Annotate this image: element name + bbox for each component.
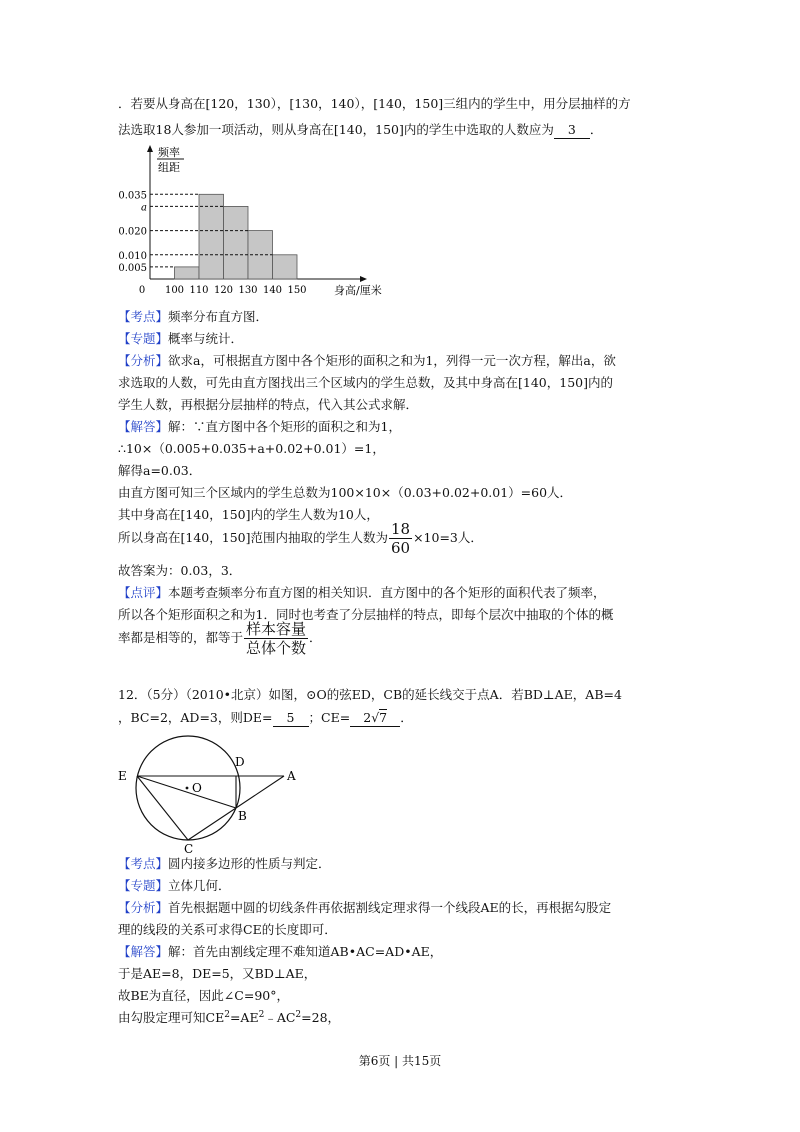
jieda-6-end: ×10=3人． xyxy=(413,530,483,545)
diameter-eb xyxy=(137,776,236,808)
kaodian-text: 频率分布直方图． xyxy=(168,309,269,324)
answer-ce-coefficient: 2 xyxy=(363,710,372,725)
x-tick-label: 150 xyxy=(287,285,307,296)
s11-jieda-4: 由直方图可知三个区域内的学生总数为100×10×（0.03+0.02+0.01）=60人． xyxy=(118,485,573,500)
fraction-sample-over-population xyxy=(244,620,308,657)
label-d: D xyxy=(235,755,245,769)
x-tick-label: 100 xyxy=(164,285,185,296)
s11-fenxi-2: 求选取的人数，可先由直方图找出三个区域内的学生总数，及其中身高在[140，150]内的 xyxy=(118,375,613,390)
q11-line-2 xyxy=(118,122,602,139)
label-a: A xyxy=(287,769,296,783)
x-tick-label: 110 xyxy=(189,285,209,296)
jieda-4-part-b: =AE xyxy=(229,1010,259,1025)
y-tick-label: 0.010 xyxy=(118,250,147,262)
q12-answer-ce xyxy=(350,710,400,727)
histogram-bar-5 xyxy=(273,255,298,279)
jieda-text-1: 解：首先由割线定理不难知道AB•AC=AD•AE， xyxy=(168,944,443,959)
q12-line-1: 12．（5分）（2010•北京）如图，⊙O的弦ED，CB的延长线交于点A．若BD⊥AE，AB=4 xyxy=(118,687,622,702)
jieda-text-1: 解：∵直方图中各个矩形的面积之和为1， xyxy=(168,419,401,434)
answer-ce-radicand: 7 xyxy=(379,710,388,725)
x-axis-arrow-icon xyxy=(360,276,367,282)
kaodian-tag: 【考点】 xyxy=(118,309,169,324)
x-tick-label: 140 xyxy=(262,285,283,296)
exponent: 2 xyxy=(258,1010,265,1020)
zhuanti-text: 概率与统计． xyxy=(168,331,244,346)
s11-answer-line: 故答案为：0.03，3． xyxy=(118,563,242,578)
page-footer: 第6页 | 共15页 xyxy=(358,1054,442,1068)
exponent: 2 xyxy=(224,1010,230,1020)
origin-label: 0 xyxy=(138,285,146,296)
s11-jieda-1 xyxy=(118,419,401,435)
s12-jieda-1 xyxy=(118,944,442,960)
y-axis-arrow-icon xyxy=(147,145,153,152)
x-axis-label: 身高/厘米 xyxy=(334,284,382,297)
center-point xyxy=(186,787,189,790)
q11-line-1: ．若要从身高在[120，130），[130，140），[140，150]三组内的学生中，用分层抽样的方 xyxy=(118,96,631,111)
s11-jieda-2: ∴10×（0.005+0.035+a+0.02+0.01）=1， xyxy=(118,441,385,456)
s11-jieda-5: 其中身高在[140，150]内的学生人数为10人， xyxy=(118,507,379,522)
kaodian-tag: 【考点】 xyxy=(118,856,169,871)
x-tick-label: 120 xyxy=(213,285,234,296)
jieda-tag: 【解答】 xyxy=(118,944,169,959)
histogram-bar-1 xyxy=(175,267,200,279)
q11-answer: 3 xyxy=(554,122,590,139)
q12-line-2-mid: ；CE= xyxy=(308,710,351,725)
circle-geometry-figure xyxy=(112,740,302,856)
s11-dianping-2: 所以各个矩形面积之和为1．同时也考查了分层抽样的特点，即每个层次中抽取的个体的概 xyxy=(118,607,614,622)
s11-dianping-3 xyxy=(118,620,322,657)
zhuanti-tag: 【专题】 xyxy=(118,331,169,346)
exponent: 2 xyxy=(295,1010,302,1020)
s12-jieda-2: 于是AE=8，DE=5，又BD⊥AE， xyxy=(118,966,317,981)
dianping-text-1: 本题考查频率分布直方图的相关知识．直方图中的各个矩形的面积代表了频率， xyxy=(168,585,606,600)
fraction-18-60 xyxy=(389,520,412,557)
fenxi-text-1: 欲求a，可根据直方图中各个矩形的面积之和为1，列得一元一次方程，解出a，欲 xyxy=(168,353,616,368)
q11-line-2-text: 法选取18人参加一项活动，则从身高在[140，150]内的学生中选取的人数应为 xyxy=(118,122,554,137)
y-tick-label: 0.035 xyxy=(118,190,147,202)
s12-kaodian xyxy=(118,856,331,872)
jieda-4-part-d: =28， xyxy=(301,1010,341,1025)
x-tick-label: 130 xyxy=(238,285,258,296)
s11-jieda-3: 解得a=0.03． xyxy=(118,463,202,478)
jieda-tag: 【解答】 xyxy=(118,419,169,434)
y-tick-label: 0.005 xyxy=(118,262,147,274)
s11-kaodian xyxy=(118,309,268,325)
s12-zhuanti xyxy=(118,878,231,894)
jieda-6-text: 所以身高在[140，150]范围内抽取的学生人数为 xyxy=(118,530,388,545)
dianping-tag: 【点评】 xyxy=(118,585,169,600)
dianping-3-text: 率都是相等的，都等于 xyxy=(118,630,244,645)
frequency-histogram xyxy=(110,140,410,305)
s12-fenxi-1 xyxy=(118,900,611,916)
jieda-4-part-c: ﹣AC xyxy=(264,1010,296,1025)
s11-fenxi-3: 学生人数，再根据分层抽样的特点，代入其公式求解． xyxy=(118,397,419,412)
y-axis-label-top: 频率 xyxy=(158,146,180,159)
y-tick-label: 0.020 xyxy=(118,226,147,238)
q12-line-2-text: ，BC=2，AD=3，则DE= xyxy=(118,710,273,725)
q12-line-2-end: ． xyxy=(400,710,413,725)
zhuanti-tag: 【专题】 xyxy=(118,878,169,893)
sqrt-sign-icon: √ xyxy=(371,710,380,725)
s11-jieda-6 xyxy=(118,520,483,557)
s12-fenxi-2: 理的线段的关系可求得CE的长度即可． xyxy=(118,922,337,937)
label-e: E xyxy=(118,769,127,783)
label-c: C xyxy=(184,842,194,856)
y-tick-label: a xyxy=(141,202,147,214)
s11-fenxi-1 xyxy=(118,353,616,369)
q12-line-2 xyxy=(118,710,413,727)
q12-answer-de: 5 xyxy=(273,710,309,727)
label-o: O xyxy=(192,781,202,795)
fenxi-text-1: 首先根据题中圆的切线条件再依据割线定理求得一个线段AE的长，再根据勾股定 xyxy=(168,900,612,915)
q11-line-2-end: ． xyxy=(589,122,603,137)
label-b: B xyxy=(238,809,247,823)
segment-ec xyxy=(137,776,188,840)
fraction-denominator: 60 xyxy=(390,539,411,557)
fraction-denominator: 总体个数 xyxy=(246,639,307,657)
y-axis-label-bottom: 组距 xyxy=(158,161,180,174)
zhuanti-text: 立体几何． xyxy=(168,878,231,893)
fenxi-tag: 【分析】 xyxy=(118,900,169,915)
histogram-bar-2 xyxy=(199,194,224,279)
s12-jieda-4 xyxy=(118,1010,340,1026)
fraction-numerator: 样本容量 xyxy=(246,620,307,638)
fenxi-tag: 【分析】 xyxy=(118,353,169,368)
kaodian-text: 圆内接多边形的性质与判定． xyxy=(168,856,331,871)
jieda-4-part-a: 由勾股定理可知CE xyxy=(118,1010,225,1025)
histogram-bar-3 xyxy=(224,206,249,279)
s11-zhuanti xyxy=(118,331,243,347)
fraction-numerator: 18 xyxy=(390,520,411,538)
s11-dianping-1 xyxy=(118,585,606,601)
s12-jieda-3: 故BE为直径，因此∠C=90°， xyxy=(118,988,289,1003)
dianping-3-end: ． xyxy=(309,630,322,645)
